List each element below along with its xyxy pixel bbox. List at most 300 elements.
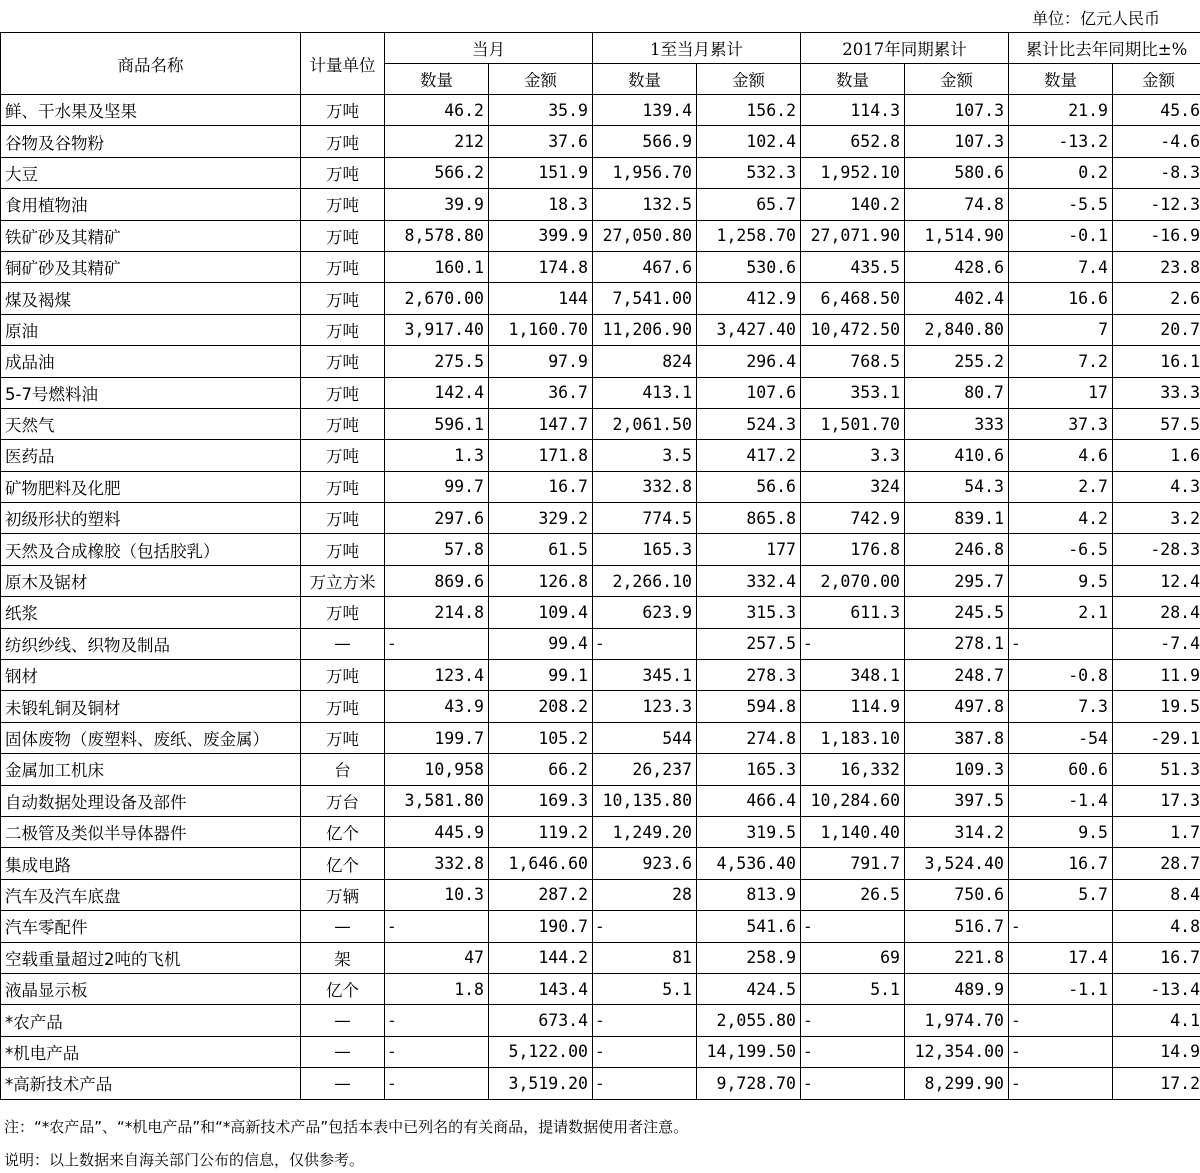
table-row — [1, 251, 1200, 282]
unit-cell: 万吨 — [301, 722, 385, 753]
quantity-cell: 774.5 — [593, 503, 697, 534]
quantity-cell: -54 — [1009, 722, 1113, 753]
amount-cell: 102.4 — [697, 126, 801, 157]
amount-cell: 296.4 — [697, 346, 801, 377]
product-name-cell: 煤及褐煤 — [1, 283, 301, 314]
quantity-cell: - — [801, 911, 905, 942]
product-name-cell: 5-7号燃料油 — [1, 377, 301, 408]
product-name-cell: 原油 — [1, 314, 301, 345]
amount-cell: -12.3 — [1113, 189, 1200, 220]
amount-cell: 56.6 — [697, 471, 801, 502]
table-row — [1, 314, 1200, 345]
amount-cell: 107.3 — [905, 126, 1009, 157]
amount-cell: 12.4 — [1113, 565, 1200, 596]
amount-cell: 410.6 — [905, 440, 1009, 471]
table-row — [1, 973, 1200, 1004]
quantity-cell: 16,332 — [801, 754, 905, 785]
unit-cell: — — [301, 911, 385, 942]
quantity-cell: - — [593, 1005, 697, 1036]
unit-cell: — — [301, 1005, 385, 1036]
header-amount: 金额 — [1113, 64, 1200, 95]
unit-cell: 万吨 — [301, 534, 385, 565]
amount-cell: 1.6 — [1113, 440, 1200, 471]
unit-cell: 亿个 — [301, 973, 385, 1004]
product-name-cell: 纺织纱线、织物及制品 — [1, 628, 301, 659]
amount-cell: 17.2 — [1113, 1068, 1200, 1099]
quantity-cell: 2,670.00 — [385, 283, 489, 314]
amount-cell: 428.6 — [905, 251, 1009, 282]
amount-cell: 4.8 — [1113, 911, 1200, 942]
header-row-1 — [1, 33, 1200, 64]
quantity-cell: - — [801, 1005, 905, 1036]
quantity-cell: - — [593, 628, 697, 659]
quantity-cell: 165.3 — [593, 534, 697, 565]
quantity-cell: 3,581.80 — [385, 785, 489, 816]
quantity-cell: - — [1009, 1068, 1113, 1099]
product-name-cell: 金属加工机床 — [1, 754, 301, 785]
unit-cell: — — [301, 628, 385, 659]
quantity-cell: 332.8 — [593, 471, 697, 502]
amount-cell: 20.7 — [1113, 314, 1200, 345]
quantity-cell: -5.5 — [1009, 189, 1113, 220]
header-unit: 计量单位 — [301, 33, 385, 95]
unit-cell: 万吨 — [301, 157, 385, 188]
amount-cell: 524.3 — [697, 408, 801, 439]
header-amount: 金额 — [697, 64, 801, 95]
amount-cell: 28.7 — [1113, 848, 1200, 879]
amount-cell: 333 — [905, 408, 1009, 439]
quantity-cell: 160.1 — [385, 251, 489, 282]
amount-cell: 1,258.70 — [697, 220, 801, 251]
quantity-cell: 9.5 — [1009, 565, 1113, 596]
quantity-cell: -6.5 — [1009, 534, 1113, 565]
amount-cell: 813.9 — [697, 879, 801, 910]
quantity-cell: 81 — [593, 942, 697, 973]
unit-cell: 万吨 — [301, 597, 385, 628]
unit-cell: 万吨 — [301, 126, 385, 157]
amount-cell: -29.1 — [1113, 722, 1200, 753]
amount-cell: 147.7 — [489, 408, 593, 439]
amount-cell: 315.3 — [697, 597, 801, 628]
quantity-cell: 142.4 — [385, 377, 489, 408]
unit-cell: — — [301, 1068, 385, 1099]
product-name-cell: 汽车零配件 — [1, 911, 301, 942]
table-row — [1, 471, 1200, 502]
quantity-cell: 17 — [1009, 377, 1113, 408]
amount-cell: 221.8 — [905, 942, 1009, 973]
amount-cell: 9,728.70 — [697, 1068, 801, 1099]
quantity-cell: 6,468.50 — [801, 283, 905, 314]
quantity-cell: - — [385, 1005, 489, 1036]
unit-cell: 亿个 — [301, 848, 385, 879]
amount-cell: 412.9 — [697, 283, 801, 314]
unit-cell: 架 — [301, 942, 385, 973]
table-row — [1, 1036, 1200, 1067]
amount-cell: 14,199.50 — [697, 1036, 801, 1067]
unit-cell: 万吨 — [301, 503, 385, 534]
amount-cell: 107.6 — [697, 377, 801, 408]
quantity-cell: 7.2 — [1009, 346, 1113, 377]
quantity-cell: 1,501.70 — [801, 408, 905, 439]
quantity-cell: 923.6 — [593, 848, 697, 879]
amount-cell: 2,840.80 — [905, 314, 1009, 345]
quantity-cell: - — [801, 1036, 905, 1067]
quantity-cell: - — [385, 628, 489, 659]
table-row — [1, 565, 1200, 596]
product-name-cell: 初级形状的塑料 — [1, 503, 301, 534]
amount-cell: -4.6 — [1113, 126, 1200, 157]
quantity-cell: 46.2 — [385, 95, 489, 126]
product-name-cell: 钢材 — [1, 660, 301, 691]
amount-cell: 36.7 — [489, 377, 593, 408]
quantity-cell: 199.7 — [385, 722, 489, 753]
quantity-cell: 413.1 — [593, 377, 697, 408]
amount-cell: 99.4 — [489, 628, 593, 659]
amount-cell: 1,646.60 — [489, 848, 593, 879]
unit-cell: 万吨 — [301, 660, 385, 691]
amount-cell: 4,536.40 — [697, 848, 801, 879]
amount-cell: 177 — [697, 534, 801, 565]
table-row — [1, 440, 1200, 471]
unit-cell: 万吨 — [301, 377, 385, 408]
unit-cell: 万吨 — [301, 691, 385, 722]
quantity-cell: 39.9 — [385, 189, 489, 220]
product-name-cell: 大豆 — [1, 157, 301, 188]
amount-cell: 16.7 — [489, 471, 593, 502]
table-row — [1, 126, 1200, 157]
quantity-cell: 4.6 — [1009, 440, 1113, 471]
quantity-cell: 9.5 — [1009, 816, 1113, 847]
quantity-cell: - — [385, 911, 489, 942]
quantity-cell: 16.6 — [1009, 283, 1113, 314]
unit-cell: 万吨 — [301, 314, 385, 345]
quantity-cell: 11,206.90 — [593, 314, 697, 345]
quantity-cell: 21.9 — [1009, 95, 1113, 126]
quantity-cell: - — [1009, 1005, 1113, 1036]
unit-cell: 亿个 — [301, 816, 385, 847]
header-qty: 数量 — [385, 64, 489, 95]
amount-cell: 51.3 — [1113, 754, 1200, 785]
product-name-cell: 鲜、干水果及坚果 — [1, 95, 301, 126]
quantity-cell: 435.5 — [801, 251, 905, 282]
table-row — [1, 942, 1200, 973]
quantity-cell: 1,183.10 — [801, 722, 905, 753]
amount-cell: 208.2 — [489, 691, 593, 722]
quantity-cell: 28 — [593, 879, 697, 910]
amount-cell: 190.7 — [489, 911, 593, 942]
quantity-cell: - — [801, 1068, 905, 1099]
quantity-cell: - — [593, 1068, 697, 1099]
quantity-cell: - — [1009, 628, 1113, 659]
amount-cell: 12,354.00 — [905, 1036, 1009, 1067]
quantity-cell: 445.9 — [385, 816, 489, 847]
quantity-cell: 1,249.20 — [593, 816, 697, 847]
product-name-cell: *农产品 — [1, 1005, 301, 1036]
unit-cell: 万吨 — [301, 189, 385, 220]
unit-cell: 万立方米 — [301, 565, 385, 596]
amount-cell: 750.6 — [905, 879, 1009, 910]
product-name-cell: 谷物及谷物粉 — [1, 126, 301, 157]
amount-cell: 19.5 — [1113, 691, 1200, 722]
table-row — [1, 660, 1200, 691]
quantity-cell: 4.2 — [1009, 503, 1113, 534]
amount-cell: 109.4 — [489, 597, 593, 628]
quantity-cell: -1.1 — [1009, 973, 1113, 1004]
unit-cell: 万吨 — [301, 95, 385, 126]
amount-cell: 673.4 — [489, 1005, 593, 1036]
header-group-cumulative: 1至当月累计 — [593, 33, 801, 64]
quantity-cell: 214.8 — [385, 597, 489, 628]
quantity-cell: 26.5 — [801, 879, 905, 910]
product-name-cell: *机电产品 — [1, 1036, 301, 1067]
amount-cell: 23.8 — [1113, 251, 1200, 282]
amount-cell: 497.8 — [905, 691, 1009, 722]
amount-cell: 16.7 — [1113, 942, 1200, 973]
unit-cell: — — [301, 1036, 385, 1067]
quantity-cell: 114.9 — [801, 691, 905, 722]
quantity-cell: 275.5 — [385, 346, 489, 377]
unit-cell: 万吨 — [301, 440, 385, 471]
product-name-cell: 纸浆 — [1, 597, 301, 628]
amount-cell: 278.1 — [905, 628, 1009, 659]
unit-cell: 万吨 — [301, 346, 385, 377]
table-row — [1, 785, 1200, 816]
quantity-cell: 297.6 — [385, 503, 489, 534]
amount-cell: 109.3 — [905, 754, 1009, 785]
quantity-cell: 1,952.10 — [801, 157, 905, 188]
amount-cell: 37.6 — [489, 126, 593, 157]
unit-cell: 万吨 — [301, 408, 385, 439]
amount-cell: -8.3 — [1113, 157, 1200, 188]
amount-cell: 417.2 — [697, 440, 801, 471]
quantity-cell: 5.1 — [593, 973, 697, 1004]
quantity-cell: 37.3 — [1009, 408, 1113, 439]
import-table — [0, 32, 1200, 1100]
amount-cell: 4.3 — [1113, 471, 1200, 502]
quantity-cell: 10.3 — [385, 879, 489, 910]
table-row — [1, 722, 1200, 753]
quantity-cell: 824 — [593, 346, 697, 377]
table-body — [1, 95, 1200, 1100]
amount-cell: 402.4 — [905, 283, 1009, 314]
product-name-cell: 食用植物油 — [1, 189, 301, 220]
quantity-cell: 212 — [385, 126, 489, 157]
quantity-cell: 10,135.80 — [593, 785, 697, 816]
quantity-cell: 7,541.00 — [593, 283, 697, 314]
product-name-cell: 矿物肥料及化肥 — [1, 471, 301, 502]
amount-cell: 143.4 — [489, 973, 593, 1004]
quantity-cell: 139.4 — [593, 95, 697, 126]
table-row — [1, 283, 1200, 314]
product-name-cell: 天然及合成橡胶（包括胶乳） — [1, 534, 301, 565]
quantity-cell: 27,050.80 — [593, 220, 697, 251]
amount-cell: 594.8 — [697, 691, 801, 722]
table-row — [1, 503, 1200, 534]
quantity-cell: 69 — [801, 942, 905, 973]
quantity-cell: - — [385, 1068, 489, 1099]
table-row — [1, 534, 1200, 565]
amount-cell: 5,122.00 — [489, 1036, 593, 1067]
amount-cell: 387.8 — [905, 722, 1009, 753]
amount-cell: 295.7 — [905, 565, 1009, 596]
quantity-cell: 623.9 — [593, 597, 697, 628]
quantity-cell: 43.9 — [385, 691, 489, 722]
table-row — [1, 377, 1200, 408]
table-row — [1, 408, 1200, 439]
amount-cell: 151.9 — [489, 157, 593, 188]
quantity-cell: 348.1 — [801, 660, 905, 691]
amount-cell: 54.3 — [905, 471, 1009, 502]
product-name-cell: *高新技术产品 — [1, 1068, 301, 1099]
quantity-cell: - — [1009, 1036, 1113, 1067]
amount-cell: -28.3 — [1113, 534, 1200, 565]
amount-cell: 397.5 — [905, 785, 1009, 816]
quantity-cell: 353.1 — [801, 377, 905, 408]
amount-cell: 97.9 — [489, 346, 593, 377]
amount-cell: 126.8 — [489, 565, 593, 596]
quantity-cell: 2,061.50 — [593, 408, 697, 439]
quantity-cell: 140.2 — [801, 189, 905, 220]
quantity-cell: 10,284.60 — [801, 785, 905, 816]
amount-cell: 248.7 — [905, 660, 1009, 691]
amount-cell: 530.6 — [697, 251, 801, 282]
amount-cell: 287.2 — [489, 879, 593, 910]
amount-cell: -7.4 — [1113, 628, 1200, 659]
quantity-cell: -0.1 — [1009, 220, 1113, 251]
quantity-cell: 1.3 — [385, 440, 489, 471]
amount-cell: 11.9 — [1113, 660, 1200, 691]
quantity-cell: - — [593, 1036, 697, 1067]
table-row — [1, 879, 1200, 910]
quantity-cell: 132.5 — [593, 189, 697, 220]
amount-cell: 2,055.80 — [697, 1005, 801, 1036]
amount-cell: 3.2 — [1113, 503, 1200, 534]
header-qty: 数量 — [593, 64, 697, 95]
product-name-cell: 成品油 — [1, 346, 301, 377]
header-qty: 数量 — [1009, 64, 1113, 95]
quantity-cell: - — [801, 628, 905, 659]
quantity-cell: 566.2 — [385, 157, 489, 188]
table-row — [1, 95, 1200, 126]
quantity-cell: 7 — [1009, 314, 1113, 345]
quantity-cell: - — [1009, 911, 1113, 942]
unit-label: 单位：亿元人民币 — [1031, 9, 1160, 28]
table-row — [1, 691, 1200, 722]
amount-cell: 2.6 — [1113, 283, 1200, 314]
quantity-cell: - — [593, 911, 697, 942]
quantity-cell: 26,237 — [593, 754, 697, 785]
quantity-cell: 2,266.10 — [593, 565, 697, 596]
product-name-cell: 液晶显示板 — [1, 973, 301, 1004]
amount-cell: 28.4 — [1113, 597, 1200, 628]
product-name-cell: 汽车及汽车底盘 — [1, 879, 301, 910]
amount-cell: 332.4 — [697, 565, 801, 596]
table-row — [1, 157, 1200, 188]
quantity-cell: 869.6 — [385, 565, 489, 596]
amount-cell: 3,524.40 — [905, 848, 1009, 879]
quantity-cell: 2.1 — [1009, 597, 1113, 628]
quantity-cell: 27,071.90 — [801, 220, 905, 251]
amount-cell: 246.8 — [905, 534, 1009, 565]
quantity-cell: 8,578.80 — [385, 220, 489, 251]
amount-cell: 74.8 — [905, 189, 1009, 220]
amount-cell: 18.3 — [489, 189, 593, 220]
product-name-cell: 未锻轧铜及铜材 — [1, 691, 301, 722]
amount-cell: 144.2 — [489, 942, 593, 973]
amount-cell: 16.1 — [1113, 346, 1200, 377]
amount-cell: 4.1 — [1113, 1005, 1200, 1036]
amount-cell: 258.9 — [697, 942, 801, 973]
product-name-cell: 空载重量超过2吨的飞机 — [1, 942, 301, 973]
quantity-cell: 0.2 — [1009, 157, 1113, 188]
unit-cell: 万吨 — [301, 283, 385, 314]
amount-cell: 174.8 — [489, 251, 593, 282]
amount-cell: 278.3 — [697, 660, 801, 691]
product-name-cell: 固体废物（废塑料、废纸、废金属） — [1, 722, 301, 753]
quantity-cell: 1,956.70 — [593, 157, 697, 188]
quantity-cell: -13.2 — [1009, 126, 1113, 157]
table-row — [1, 1005, 1200, 1036]
amount-cell: 8,299.90 — [905, 1068, 1009, 1099]
amount-cell: 144 — [489, 283, 593, 314]
quantity-cell: 57.8 — [385, 534, 489, 565]
quantity-cell: 768.5 — [801, 346, 905, 377]
quantity-cell: 566.9 — [593, 126, 697, 157]
quantity-cell: 7.4 — [1009, 251, 1113, 282]
amount-cell: 165.3 — [697, 754, 801, 785]
quantity-cell: 60.6 — [1009, 754, 1113, 785]
header-amount: 金额 — [905, 64, 1009, 95]
amount-cell: 65.7 — [697, 189, 801, 220]
quantity-cell: 176.8 — [801, 534, 905, 565]
amount-cell: 171.8 — [489, 440, 593, 471]
quantity-cell: 2.7 — [1009, 471, 1113, 502]
table-row — [1, 816, 1200, 847]
amount-cell: 17.3 — [1113, 785, 1200, 816]
quantity-cell: 1,140.40 — [801, 816, 905, 847]
product-name-cell: 医药品 — [1, 440, 301, 471]
amount-cell: -13.4 — [1113, 973, 1200, 1004]
amount-cell: 541.6 — [697, 911, 801, 942]
quantity-cell: 7.3 — [1009, 691, 1113, 722]
amount-cell: 399.9 — [489, 220, 593, 251]
amount-cell: 424.5 — [697, 973, 801, 1004]
amount-cell: 489.9 — [905, 973, 1009, 1004]
unit-cell: 万吨 — [301, 471, 385, 502]
quantity-cell: -1.4 — [1009, 785, 1113, 816]
amount-cell: 257.5 — [697, 628, 801, 659]
quantity-cell: 16.7 — [1009, 848, 1113, 879]
header-name: 商品名称 — [1, 33, 301, 95]
amount-cell: 107.3 — [905, 95, 1009, 126]
product-name-cell: 二极管及类似半导体器件 — [1, 816, 301, 847]
header-qty: 数量 — [801, 64, 905, 95]
header-group-month: 当月 — [385, 33, 593, 64]
product-name-cell: 铁矿砂及其精矿 — [1, 220, 301, 251]
quantity-cell: 742.9 — [801, 503, 905, 534]
product-name-cell: 集成电路 — [1, 848, 301, 879]
amount-cell: 80.7 — [905, 377, 1009, 408]
quantity-cell: - — [385, 1036, 489, 1067]
unit-cell: 万台 — [301, 785, 385, 816]
unit-cell: 万辆 — [301, 879, 385, 910]
amount-cell: 45.6 — [1113, 95, 1200, 126]
source-note: 说明：以上数据来自海关部门公布的信息，仅供参考。 — [4, 1151, 365, 1169]
quantity-cell: 47 — [385, 942, 489, 973]
table-row — [1, 189, 1200, 220]
table-row — [1, 628, 1200, 659]
quantity-cell: 596.1 — [385, 408, 489, 439]
